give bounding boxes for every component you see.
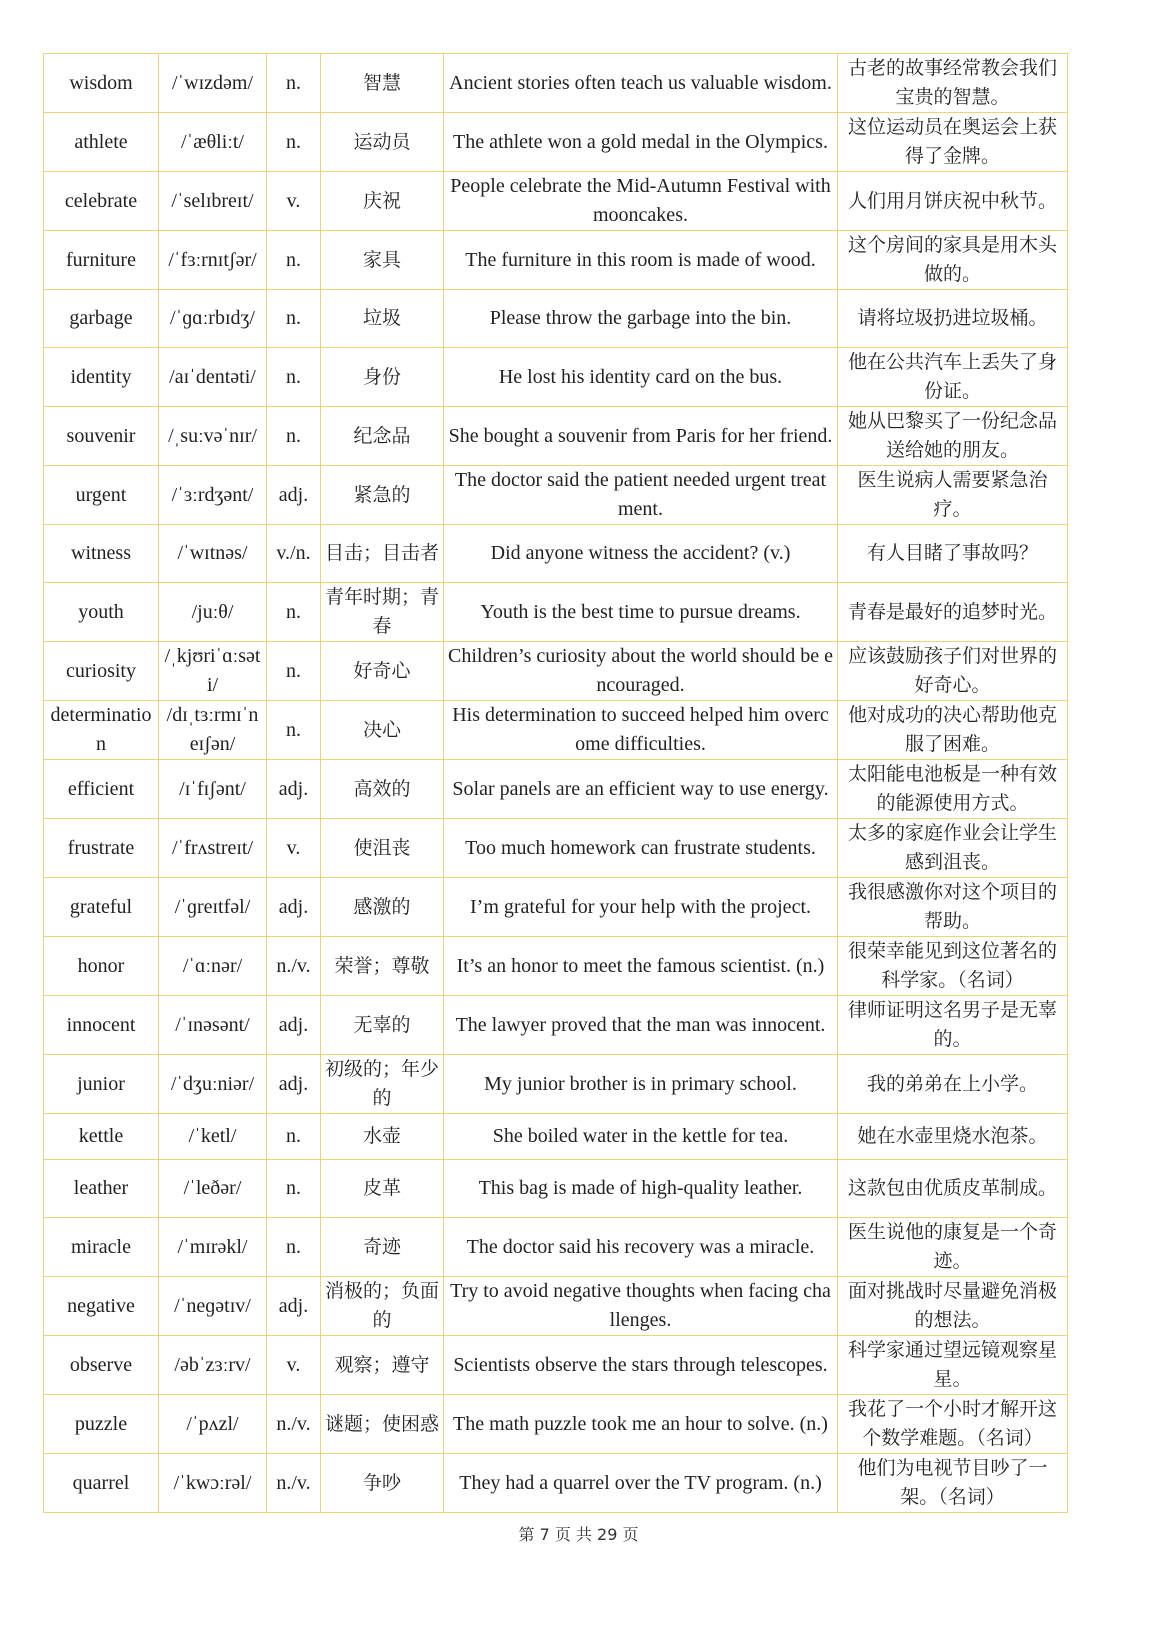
table-row — [44, 1336, 1068, 1395]
translation-cell: 他对成功的决心帮助他克服了困难。 — [838, 701, 1068, 760]
phonetic-cell: /əbˈzɜːrv/ — [159, 1336, 267, 1395]
chinese-meaning-cell: 目击；目击者 — [321, 525, 444, 583]
phonetic-cell: /ˈkwɔːrəl/ — [159, 1454, 267, 1513]
chinese-meaning-cell: 使沮丧 — [321, 819, 444, 878]
word-cell: determination — [44, 701, 159, 760]
example-sentence-cell: They had a quarrel over the TV program. (n.) — [444, 1454, 838, 1513]
translation-cell: 请将垃圾扔进垃圾桶。 — [838, 290, 1068, 348]
example-sentence-cell: Please throw the garbage into the bin. — [444, 290, 838, 348]
phonetic-cell: /ˈselɪbreɪt/ — [159, 172, 267, 231]
part-of-speech-cell: n./v. — [267, 937, 321, 996]
word-cell: souvenir — [44, 407, 159, 466]
example-sentence-cell: He lost his identity card on the bus. — [444, 348, 838, 407]
phonetic-cell: /dɪˌtɜːrmɪˈneɪʃən/ — [159, 701, 267, 760]
word-cell: celebrate — [44, 172, 159, 231]
chinese-meaning-cell: 家具 — [321, 231, 444, 290]
table-row — [44, 819, 1068, 878]
translation-cell: 他们为电视节目吵了一架。（名词） — [838, 1454, 1068, 1513]
word-cell: innocent — [44, 996, 159, 1055]
part-of-speech-cell: adj. — [267, 466, 321, 525]
chinese-meaning-cell: 消极的；负面的 — [321, 1277, 444, 1336]
part-of-speech-cell: n. — [267, 54, 321, 113]
table-row — [44, 642, 1068, 701]
example-sentence-cell: My junior brother is in primary school. — [444, 1055, 838, 1114]
table-row — [44, 54, 1068, 113]
part-of-speech-cell: v. — [267, 172, 321, 231]
phonetic-cell: /ˈæθliːt/ — [159, 113, 267, 172]
example-sentence-cell: She bought a souvenir from Paris for her friend. — [444, 407, 838, 466]
part-of-speech-cell: n. — [267, 583, 321, 642]
phonetic-cell: /ˈwɪzdəm/ — [159, 54, 267, 113]
word-cell: puzzle — [44, 1395, 159, 1454]
table-row — [44, 1277, 1068, 1336]
chinese-meaning-cell: 皮革 — [321, 1160, 444, 1218]
example-sentence-cell: Did anyone witness the accident? (v.) — [444, 525, 838, 583]
table-row — [44, 701, 1068, 760]
example-sentence-cell: Try to avoid negative thoughts when facing challenges. — [444, 1277, 838, 1336]
word-cell: negative — [44, 1277, 159, 1336]
table-row — [44, 1395, 1068, 1454]
translation-cell: 我花了一个小时才解开这个数学难题。（名词） — [838, 1395, 1068, 1454]
part-of-speech-cell: adj. — [267, 1055, 321, 1114]
example-sentence-cell: She boiled water in the kettle for tea. — [444, 1114, 838, 1160]
phonetic-cell: /ˌkjʊriˈɑːsəti/ — [159, 642, 267, 701]
chinese-meaning-cell: 青年时期；青春 — [321, 583, 444, 642]
table-row — [44, 1160, 1068, 1218]
table-row — [44, 996, 1068, 1055]
table-row — [44, 1055, 1068, 1114]
translation-cell: 这个房间的家具是用木头做的。 — [838, 231, 1068, 290]
example-sentence-cell: The doctor said the patient needed urgent treatment. — [444, 466, 838, 525]
example-sentence-cell: Scientists observe the stars through telescopes. — [444, 1336, 838, 1395]
phonetic-cell: /ˈɡɑːrbɪdʒ/ — [159, 290, 267, 348]
phonetic-cell: /juːθ/ — [159, 583, 267, 642]
chinese-meaning-cell: 观察；遵守 — [321, 1336, 444, 1395]
part-of-speech-cell: n./v. — [267, 1454, 321, 1513]
phonetic-cell: /ˈneɡətɪv/ — [159, 1277, 267, 1336]
chinese-meaning-cell: 奇迹 — [321, 1218, 444, 1277]
example-sentence-cell: People celebrate the Mid-Autumn Festival with mooncakes. — [444, 172, 838, 231]
part-of-speech-cell: n. — [267, 113, 321, 172]
translation-cell: 律师证明这名男子是无辜的。 — [838, 996, 1068, 1055]
word-cell: wisdom — [44, 54, 159, 113]
phonetic-cell: /ˈɑːnər/ — [159, 937, 267, 996]
example-sentence-cell: Too much homework can frustrate students. — [444, 819, 838, 878]
word-cell: miracle — [44, 1218, 159, 1277]
phonetic-cell: /aɪˈdentəti/ — [159, 348, 267, 407]
translation-cell: 医生说他的康复是一个奇迹。 — [838, 1218, 1068, 1277]
table-row — [44, 113, 1068, 172]
word-cell: quarrel — [44, 1454, 159, 1513]
word-cell: frustrate — [44, 819, 159, 878]
translation-cell: 这款包由优质皮革制成。 — [838, 1160, 1068, 1218]
chinese-meaning-cell: 运动员 — [321, 113, 444, 172]
table-row — [44, 407, 1068, 466]
phonetic-cell: /ˈfɜːrnɪtʃər/ — [159, 231, 267, 290]
part-of-speech-cell: n. — [267, 1160, 321, 1218]
part-of-speech-cell: n. — [267, 642, 321, 701]
table-row — [44, 760, 1068, 819]
word-cell: athlete — [44, 113, 159, 172]
page-number: 第 7 页 共 29 页 — [518, 1525, 639, 1544]
chinese-meaning-cell: 水壶 — [321, 1114, 444, 1160]
chinese-meaning-cell: 智慧 — [321, 54, 444, 113]
part-of-speech-cell: n. — [267, 231, 321, 290]
phonetic-cell: /ˈmɪrəkl/ — [159, 1218, 267, 1277]
chinese-meaning-cell: 紧急的 — [321, 466, 444, 525]
part-of-speech-cell: v. — [267, 1336, 321, 1395]
part-of-speech-cell: adj. — [267, 878, 321, 937]
table-row — [44, 348, 1068, 407]
table-row — [44, 1454, 1068, 1513]
word-cell: junior — [44, 1055, 159, 1114]
table-row — [44, 466, 1068, 525]
chinese-meaning-cell: 争吵 — [321, 1454, 444, 1513]
phonetic-cell: /ɪˈfɪʃənt/ — [159, 760, 267, 819]
word-cell: observe — [44, 1336, 159, 1395]
part-of-speech-cell: v. — [267, 819, 321, 878]
word-cell: youth — [44, 583, 159, 642]
word-cell: leather — [44, 1160, 159, 1218]
word-cell: curiosity — [44, 642, 159, 701]
phonetic-cell: /ˈwɪtnəs/ — [159, 525, 267, 583]
example-sentence-cell: The math puzzle took me an hour to solve. (n.) — [444, 1395, 838, 1454]
table-row — [44, 583, 1068, 642]
part-of-speech-cell: adj. — [267, 1277, 321, 1336]
chinese-meaning-cell: 庆祝 — [321, 172, 444, 231]
translation-cell: 人们用月饼庆祝中秋节。 — [838, 172, 1068, 231]
example-sentence-cell: The furniture in this room is made of wood. — [444, 231, 838, 290]
vocabulary-table — [43, 53, 1068, 1513]
word-cell: urgent — [44, 466, 159, 525]
translation-cell: 她在水壶里烧水泡茶。 — [838, 1114, 1068, 1160]
translation-cell: 应该鼓励孩子们对世界的好奇心。 — [838, 642, 1068, 701]
phonetic-cell: /ˈpʌzl/ — [159, 1395, 267, 1454]
table-row — [44, 1218, 1068, 1277]
phonetic-cell: /ˈfrʌstreɪt/ — [159, 819, 267, 878]
part-of-speech-cell: n./v. — [267, 1395, 321, 1454]
example-sentence-cell: Children’s curiosity about the world should be encouraged. — [444, 642, 838, 701]
example-sentence-cell: The doctor said his recovery was a miracle. — [444, 1218, 838, 1277]
translation-cell: 古老的故事经常教会我们宝贵的智慧。 — [838, 54, 1068, 113]
part-of-speech-cell: v./n. — [267, 525, 321, 583]
chinese-meaning-cell: 高效的 — [321, 760, 444, 819]
translation-cell: 医生说病人需要紧急治疗。 — [838, 466, 1068, 525]
translation-cell: 科学家通过望远镜观察星星。 — [838, 1336, 1068, 1395]
table-row — [44, 231, 1068, 290]
table-row — [44, 290, 1068, 348]
example-sentence-cell: It’s an honor to meet the famous scientist. (n.) — [444, 937, 838, 996]
word-cell: honor — [44, 937, 159, 996]
phonetic-cell: /ˈleðər/ — [159, 1160, 267, 1218]
chinese-meaning-cell: 好奇心 — [321, 642, 444, 701]
part-of-speech-cell: adj. — [267, 760, 321, 819]
example-sentence-cell: The athlete won a gold medal in the Olympics. — [444, 113, 838, 172]
word-cell: furniture — [44, 231, 159, 290]
translation-cell: 他在公共汽车上丢失了身份证。 — [838, 348, 1068, 407]
part-of-speech-cell: n. — [267, 701, 321, 760]
part-of-speech-cell: n. — [267, 290, 321, 348]
chinese-meaning-cell: 纪念品 — [321, 407, 444, 466]
phonetic-cell: /ˈɪnəsənt/ — [159, 996, 267, 1055]
part-of-speech-cell: n. — [267, 1218, 321, 1277]
translation-cell: 太多的家庭作业会让学生感到沮丧。 — [838, 819, 1068, 878]
example-sentence-cell: This bag is made of high-quality leather. — [444, 1160, 838, 1218]
chinese-meaning-cell: 身份 — [321, 348, 444, 407]
example-sentence-cell: Ancient stories often teach us valuable wisdom. — [444, 54, 838, 113]
part-of-speech-cell: n. — [267, 348, 321, 407]
example-sentence-cell: His determination to succeed helped him overcome difficulties. — [444, 701, 838, 760]
chinese-meaning-cell: 垃圾 — [321, 290, 444, 348]
word-cell: grateful — [44, 878, 159, 937]
table-row — [44, 525, 1068, 583]
translation-cell: 我的弟弟在上小学。 — [838, 1055, 1068, 1114]
word-cell: witness — [44, 525, 159, 583]
chinese-meaning-cell: 荣誉；尊敬 — [321, 937, 444, 996]
table-row — [44, 172, 1068, 231]
phonetic-cell: /ˈketl/ — [159, 1114, 267, 1160]
example-sentence-cell: Solar panels are an efficient way to use energy. — [444, 760, 838, 819]
chinese-meaning-cell: 初级的；年少的 — [321, 1055, 444, 1114]
example-sentence-cell: I’m grateful for your help with the project. — [444, 878, 838, 937]
translation-cell: 有人目睹了事故吗？ — [838, 525, 1068, 583]
chinese-meaning-cell: 感激的 — [321, 878, 444, 937]
example-sentence-cell: The lawyer proved that the man was innocent. — [444, 996, 838, 1055]
table-row — [44, 878, 1068, 937]
word-cell: efficient — [44, 760, 159, 819]
word-cell: kettle — [44, 1114, 159, 1160]
part-of-speech-cell: n. — [267, 1114, 321, 1160]
phonetic-cell: /ˈɜːrdʒənt/ — [159, 466, 267, 525]
translation-cell: 太阳能电池板是一种有效的能源使用方式。 — [838, 760, 1068, 819]
phonetic-cell: /ˈɡreɪtfəl/ — [159, 878, 267, 937]
translation-cell: 青春是最好的追梦时光。 — [838, 583, 1068, 642]
word-cell: garbage — [44, 290, 159, 348]
translation-cell: 她从巴黎买了一份纪念品送给她的朋友。 — [838, 407, 1068, 466]
chinese-meaning-cell: 决心 — [321, 701, 444, 760]
phonetic-cell: /ˌsuːvəˈnɪr/ — [159, 407, 267, 466]
table-row — [44, 937, 1068, 996]
chinese-meaning-cell: 谜题；使困惑 — [321, 1395, 444, 1454]
table-row — [44, 1114, 1068, 1160]
vocabulary-table-body — [44, 54, 1068, 1513]
part-of-speech-cell: adj. — [267, 996, 321, 1055]
word-cell: identity — [44, 348, 159, 407]
translation-cell: 我很感激你对这个项目的帮助。 — [838, 878, 1068, 937]
translation-cell: 这位运动员在奥运会上获得了金牌。 — [838, 113, 1068, 172]
chinese-meaning-cell: 无辜的 — [321, 996, 444, 1055]
translation-cell: 很荣幸能见到这位著名的科学家。（名词） — [838, 937, 1068, 996]
part-of-speech-cell: n. — [267, 407, 321, 466]
phonetic-cell: /ˈdʒuːniər/ — [159, 1055, 267, 1114]
example-sentence-cell: Youth is the best time to pursue dreams. — [444, 583, 838, 642]
translation-cell: 面对挑战时尽量避免消极的想法。 — [838, 1277, 1068, 1336]
